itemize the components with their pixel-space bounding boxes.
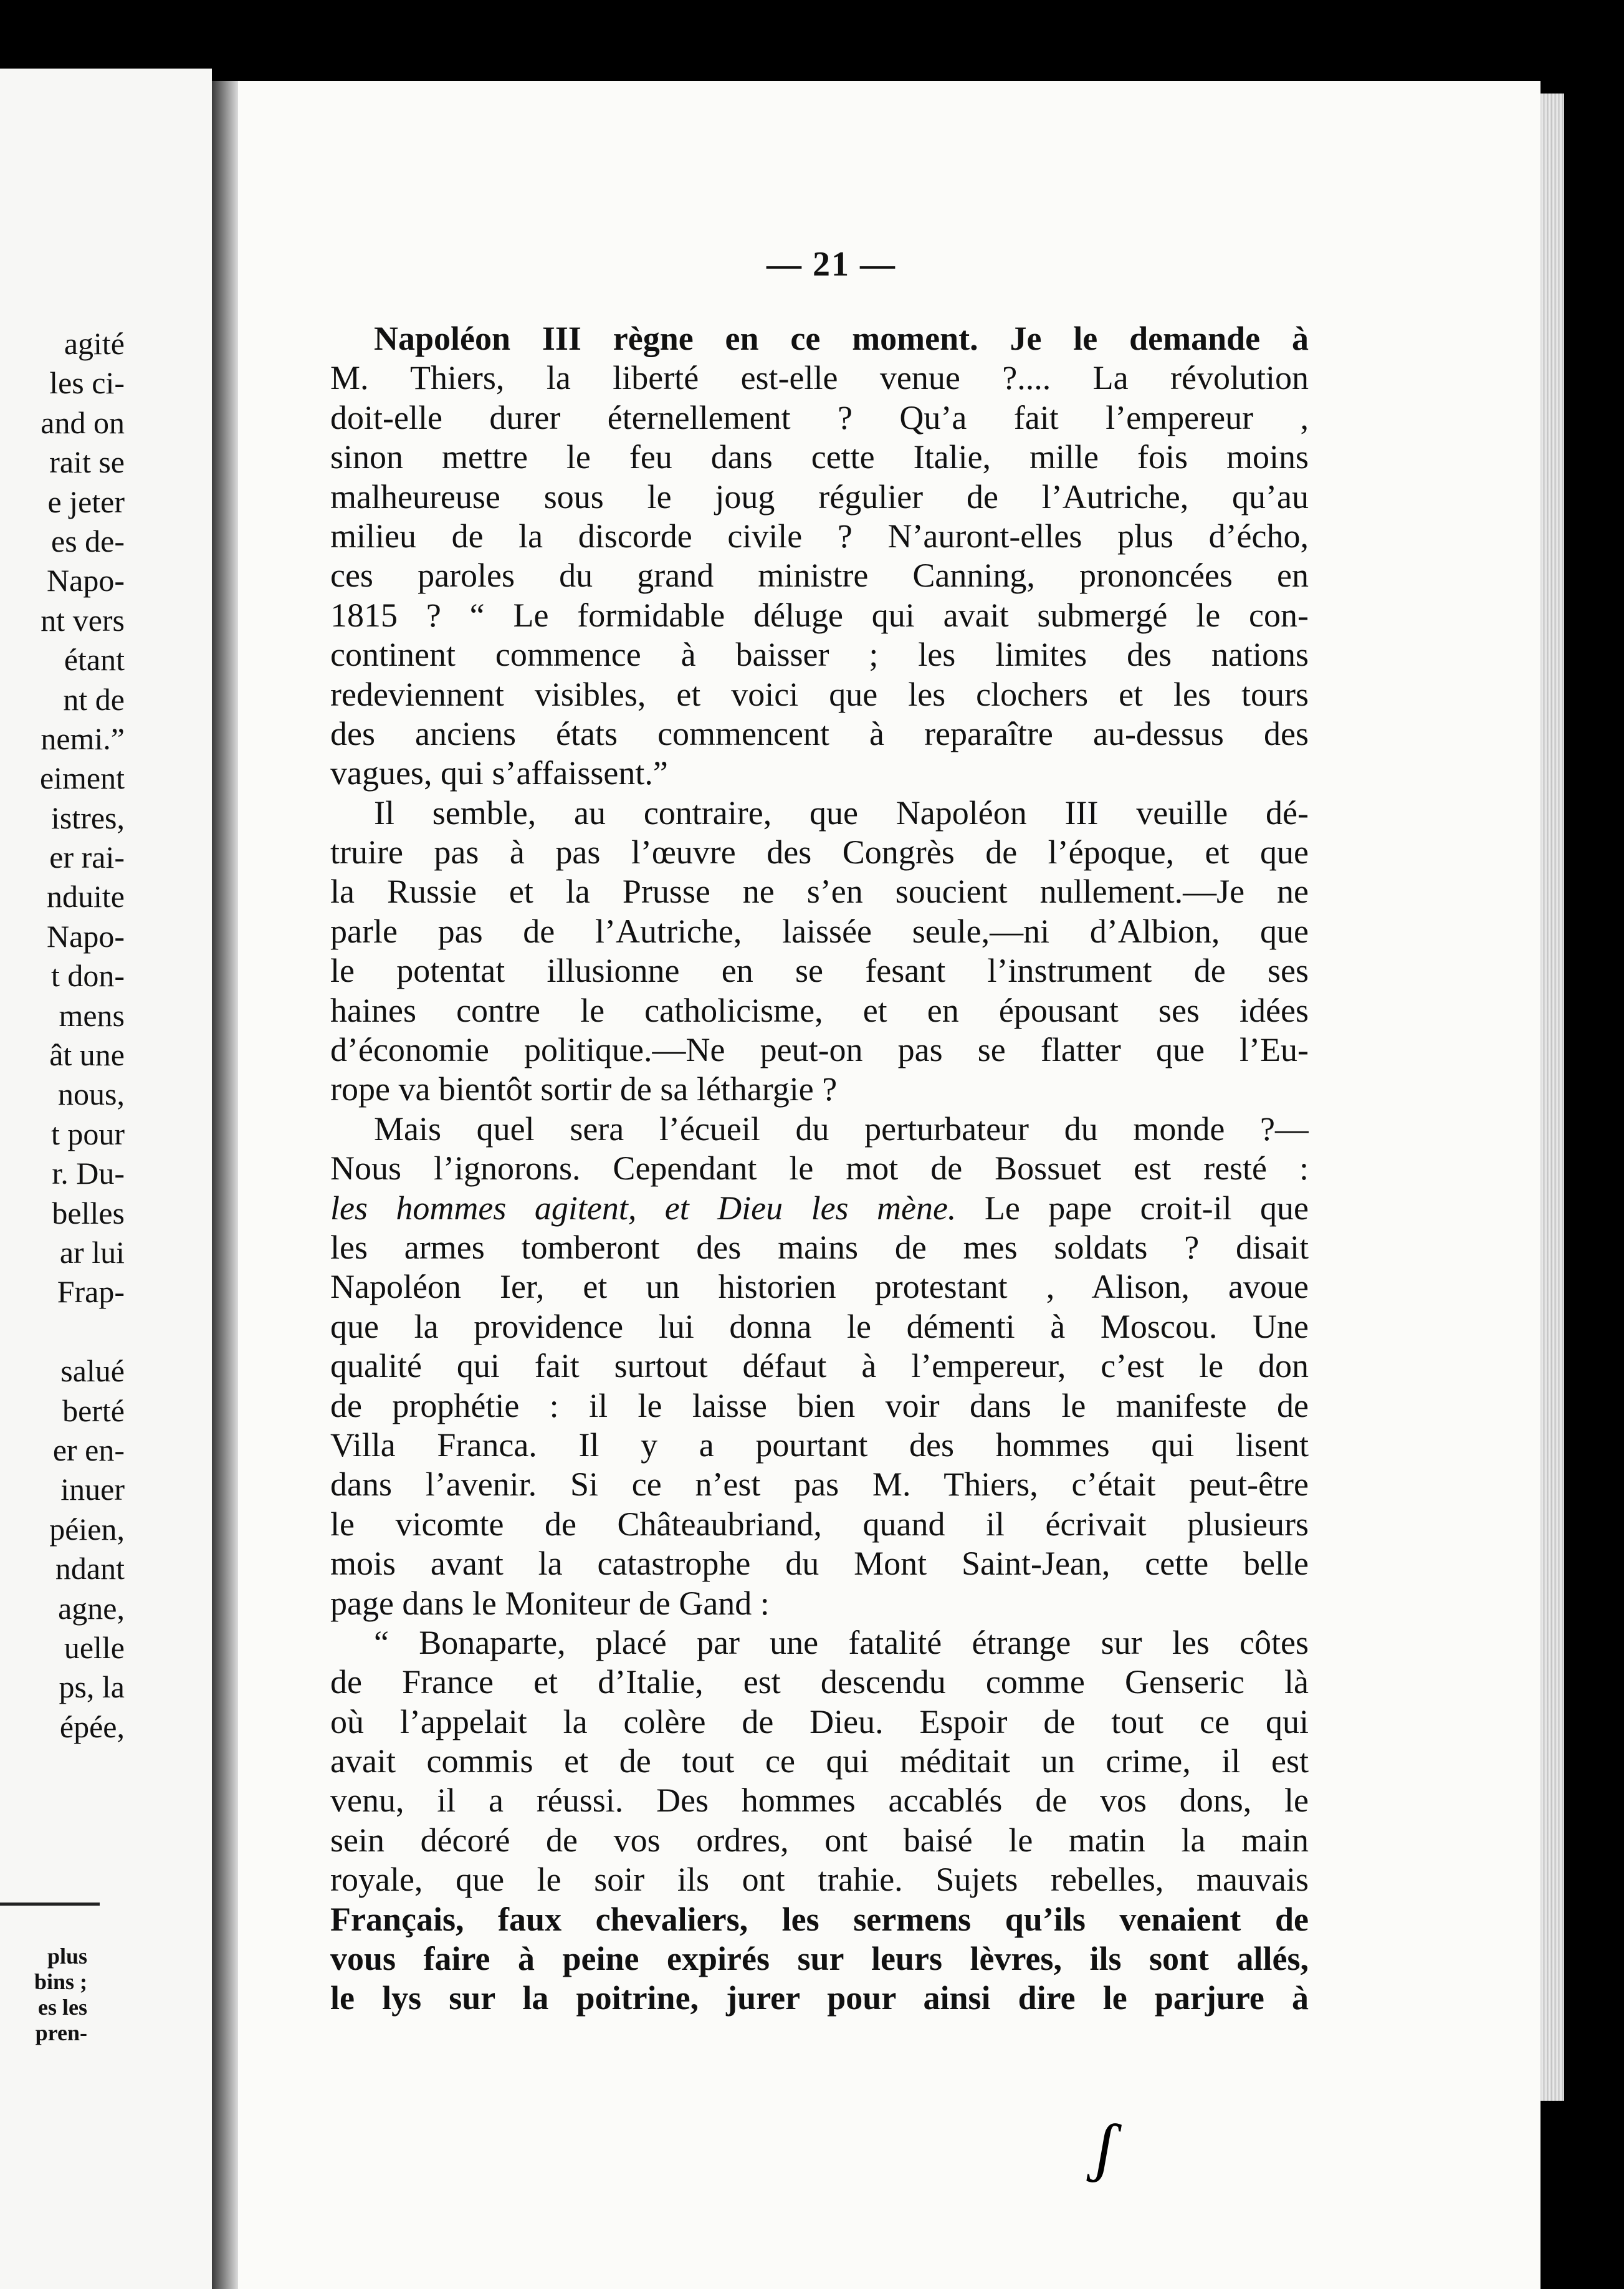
text-line: truire pas à pas l’œuvre des Congrès de l’époque, et que — [330, 833, 1309, 871]
facing-line: r. Du- — [52, 1156, 125, 1191]
facing-line: ar lui — [59, 1234, 125, 1270]
footnote-line: bins ; — [34, 1969, 87, 1994]
text-line: ces paroles du grand ministre Canning, prononcées en — [330, 557, 1309, 595]
text-line: Mais quel sera l’écueil du perturbateur du monde ?— — [374, 1110, 1309, 1148]
facing-page — [0, 69, 212, 2289]
text-line: redeviennent visibles, et voici que les clochers et les tours — [330, 675, 1309, 713]
text-line: où l’appelait la colère de Dieu. Espoir de tout ce qui — [330, 1702, 1309, 1740]
facing-line: nt vers — [41, 602, 125, 638]
text-line: vagues, qui s’affaissent.” — [330, 754, 668, 792]
facing-line: péien, — [49, 1511, 125, 1547]
text-line: les armes tomberont des mains de mes soldats ? disait — [330, 1228, 1309, 1266]
facing-line: es de- — [51, 523, 125, 559]
facing-line: uelle — [64, 1629, 125, 1665]
facing-line: e jeter — [47, 484, 125, 519]
facing-line: Napo- — [47, 563, 125, 598]
facing-line: er en- — [52, 1432, 125, 1467]
facing-line: nt de — [63, 681, 125, 717]
facing-line: ps, la — [59, 1669, 125, 1705]
facing-line: mens — [59, 997, 125, 1033]
text-line: vous faire à peine expirés sur leurs lèvres, ils sont allés, — [330, 1940, 1309, 1978]
text-line: les hommes agitent, et Dieu les mène. Le pape croit-il que — [330, 1189, 1309, 1227]
facing-line: t don- — [50, 958, 125, 994]
footnote-line: es les — [38, 1995, 87, 2020]
scan-artifact: ʃ — [1087, 2106, 1124, 2186]
facing-line: ndant — [55, 1551, 125, 1586]
page-number: — 21 — — [767, 245, 896, 284]
facing-line: Napo- — [47, 918, 125, 954]
text-line: M. Thiers, la liberté est-elle venue ?.... La révolution — [330, 359, 1309, 397]
text-line: avait commis et de tout ce qui méditait un crime, il est — [330, 1742, 1309, 1780]
text-line: rope va bientôt sortir de sa léthargie ? — [330, 1070, 838, 1108]
text-line: haines contre le catholicisme, et en épousant ses idées — [330, 991, 1309, 1029]
facing-line: salué — [60, 1353, 125, 1389]
text-line: dans l’avenir. Si ce n’est pas M. Thiers, c’était peut-être — [330, 1466, 1309, 1504]
page-edges — [1540, 94, 1564, 2101]
text-line: qualité qui fait surtout défaut à l’empereur, c’est le don — [330, 1347, 1309, 1385]
facing-page-footnotes — [0, 1944, 87, 2046]
facing-line: nemi.” — [41, 721, 125, 756]
facing-line: nous, — [58, 1077, 125, 1112]
text-line: le lys sur la poitrine, jurer pour ainsi dire le parjure à — [330, 1979, 1309, 2017]
facing-line: rait se — [49, 444, 125, 480]
text-line: de prophétie : il le laisse bien voir dans le manifeste de — [330, 1386, 1309, 1424]
footnote-rule — [0, 1903, 100, 1906]
text-line: Napoléon III règne en ce moment. Je le demande à — [374, 320, 1309, 357]
text-line: la Russie et la Prusse ne s’en soucient nullement.—Je ne — [330, 873, 1309, 911]
text-line: le potentat illusionne en se fesant l’instrument de ses — [330, 952, 1309, 990]
facing-line: t pour — [50, 1116, 125, 1151]
text-line: parle pas de l’Autriche, laissée seule,—ni d’Albion, que — [330, 912, 1309, 950]
text-line: sein décoré de vos ordres, ont baisé le matin la main — [330, 1821, 1309, 1859]
text-line: “ Bonaparte, placé par une fatalité étrange sur les côtes — [374, 1623, 1309, 1661]
facing-line: nduite — [47, 879, 125, 914]
text-line: malheureuse sous le joug régulier de l’Autriche, qu’au — [330, 477, 1309, 516]
facing-line: berté — [62, 1393, 125, 1428]
facing-line: belles — [52, 1195, 125, 1231]
text-line: page dans le Moniteur de Gand : — [330, 1584, 770, 1622]
footnote-line: pren- — [35, 2020, 87, 2045]
text-line: Il semble, au contraire, que Napoléon III veuille dé- — [374, 794, 1309, 832]
text-line: de France et d’Italie, est descendu comme Genseric là — [330, 1663, 1309, 1701]
footnote-line: plus — [47, 1944, 87, 1969]
facing-line: agne, — [58, 1590, 125, 1626]
text-line: Napoléon Ier, et un historien protestant , Alison, avoue — [330, 1268, 1309, 1306]
facing-line: ât une — [49, 1037, 125, 1073]
text-line: des anciens états commencent à reparaître au-dessus des — [330, 714, 1309, 752]
book-gutter — [212, 81, 238, 2289]
facing-line: épée, — [59, 1709, 125, 1744]
text-line: d’économie politique.—Ne peut-on pas se flatter que l’Eu- — [330, 1031, 1309, 1069]
body-text — [330, 319, 1309, 2018]
text-line: Français, faux chevaliers, les sermens qu’ils venaient de — [330, 1900, 1309, 1938]
text-line: 1815 ? “ Le formidable déluge qui avait submergé le con- — [330, 596, 1309, 634]
text-line: que la providence lui donna le démenti à Moscou. Une — [330, 1307, 1309, 1345]
text-line: doit-elle durer éternellement ? Qu’a fait l’empereur , — [330, 398, 1309, 436]
facing-line: les ci- — [49, 365, 125, 401]
facing-line: eiment — [39, 761, 125, 796]
text-line: venu, il a réussi. Des hommes accablés de vos dons, le — [330, 1782, 1309, 1820]
text-line: royale, que le soir ils ont trahie. Sujets rebelles, mauvais — [330, 1861, 1309, 1899]
facing-page-text — [0, 324, 125, 1747]
facing-line: er rai- — [49, 840, 125, 875]
text-line: le vicomte de Châteaubriand, quand il écrivait plusieurs — [330, 1505, 1309, 1543]
facing-line: inuer — [60, 1472, 125, 1507]
text-line: continent commence à baisser ; les limites des nations — [330, 636, 1309, 674]
facing-line: étant — [64, 642, 125, 678]
text-line: Nous l’ignorons. Cependant le mot de Bossuet est resté : — [330, 1149, 1309, 1188]
facing-line: agité — [64, 326, 125, 361]
text-line: Villa Franca. Il y a pourtant des hommes qui lisent — [330, 1426, 1309, 1464]
facing-line: and on — [41, 405, 125, 440]
text-line: sinon mettre le feu dans cette Italie, mille fois moins — [330, 438, 1309, 476]
text-line: milieu de la discorde civile ? N’auront-elles plus d’écho, — [330, 517, 1309, 555]
text-line: mois avant la catastrophe du Mont Saint-Jean, cette belle — [330, 1545, 1309, 1583]
quote-italic: les hommes agitent, et Dieu les mène. — [330, 1189, 957, 1227]
facing-line — [0, 1312, 125, 1351]
facing-line: Frap- — [57, 1274, 125, 1310]
facing-line: istres, — [50, 800, 125, 835]
